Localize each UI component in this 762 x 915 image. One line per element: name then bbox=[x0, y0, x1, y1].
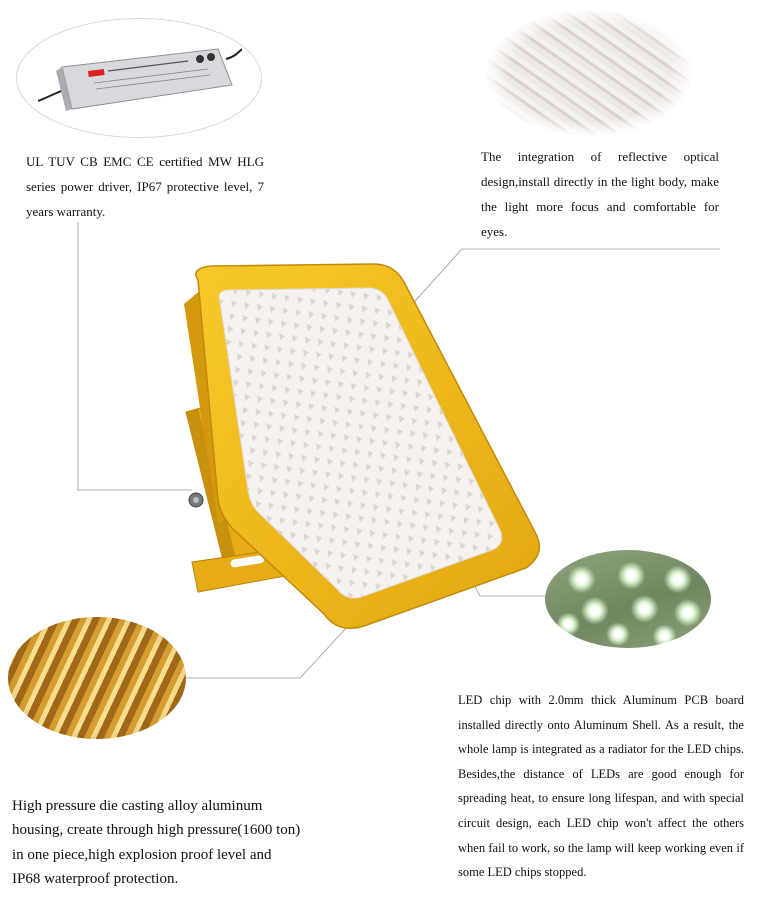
caption-power-driver: UL TUV CB EMC CE certified MW HLG series power driver, IP67 protective level, 7 years warranty. bbox=[26, 154, 264, 219]
reflector-closeup-image bbox=[486, 10, 692, 136]
power-driver-icon bbox=[38, 45, 242, 119]
led-chip-glow-image bbox=[545, 550, 711, 648]
explosion-proof-floodlight-image bbox=[168, 262, 548, 632]
heatsink-fins-image bbox=[8, 617, 186, 739]
caption-housing: High pressure die casting alloy aluminum housing, create through high pressure(1600 ton) in one piece,high explosion proof level and IP68 waterproof protection. bbox=[12, 798, 301, 888]
caption-led-chip: LED chip with 2.0mm thick Aluminum PCB board installed directly onto Aluminum Shell. As a result, the whole lamp is integrated as a radiator for the LED chips. Besides,the distance of LEDs are good enough for spreading heat, to ensure long lifespan, and with special circuit design, each LED chip won't affect the others when fail to work, so the lamp will keep working even if some LED chips stopped. bbox=[458, 693, 744, 880]
caption-reflective-design: The integration of reflective optical design,install directly in the light body, make the light more focus and comfortable for eyes. bbox=[481, 149, 719, 239]
